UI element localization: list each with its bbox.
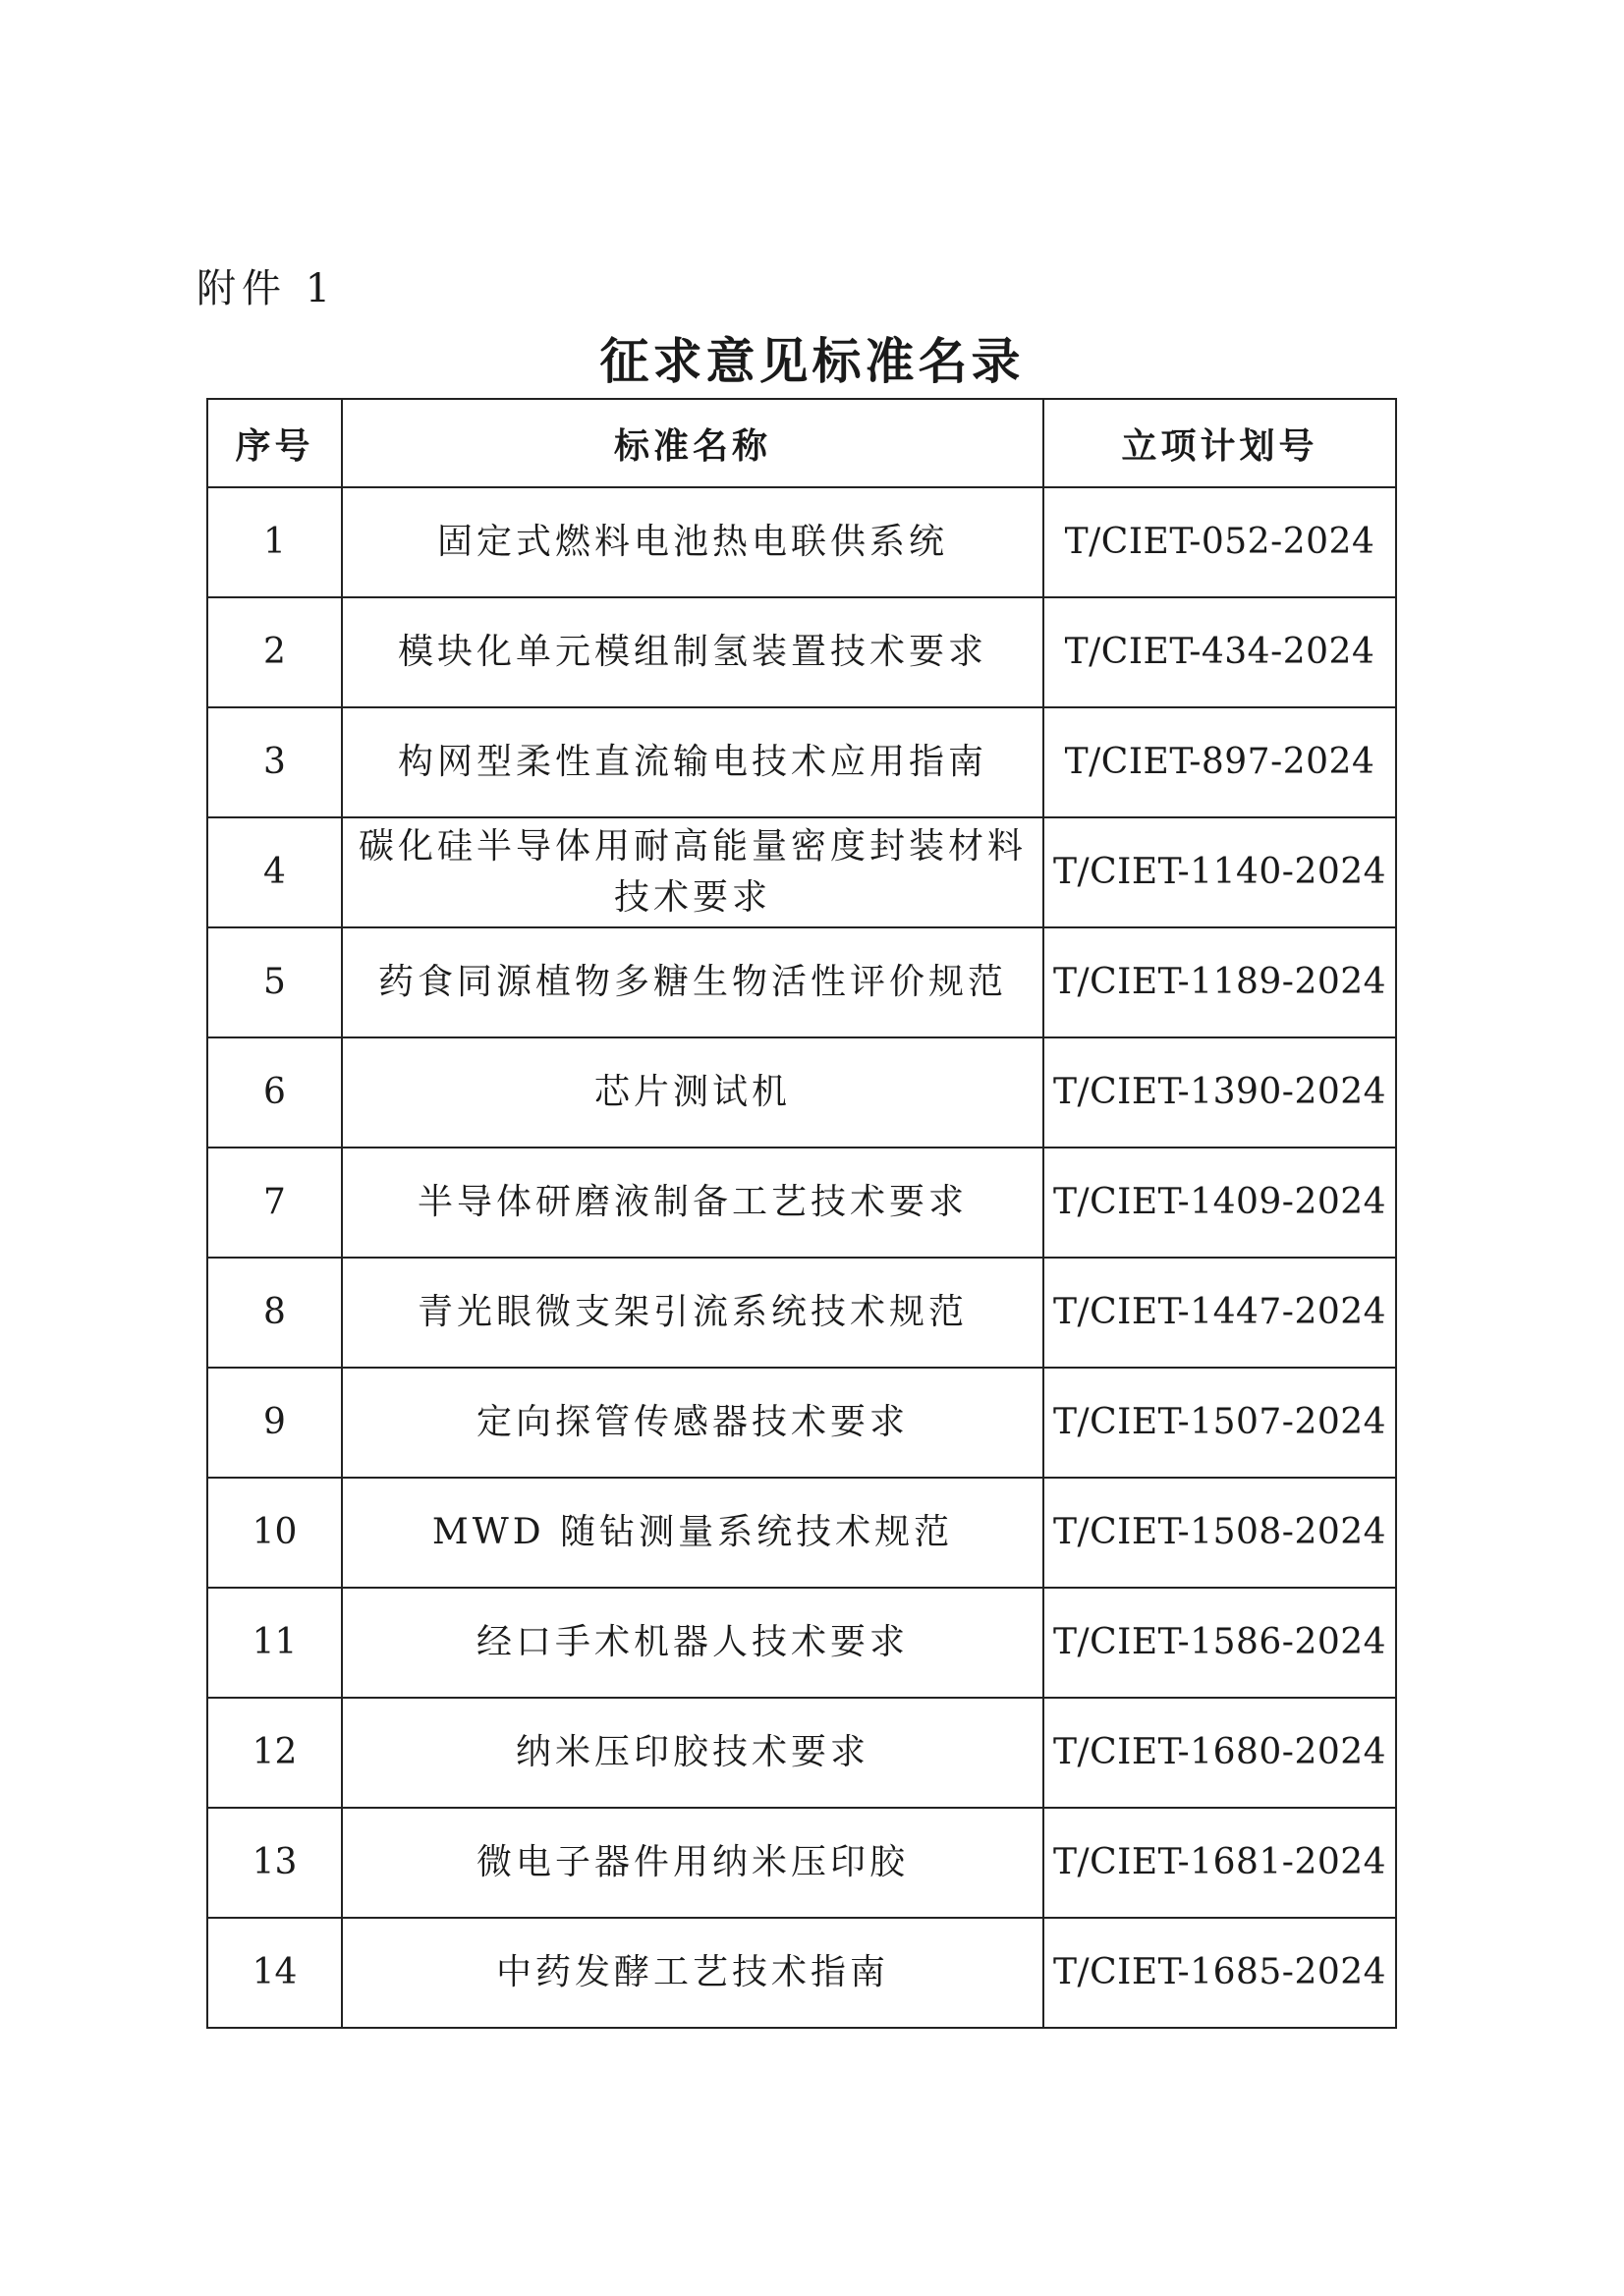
- row-number: 4: [207, 817, 342, 927]
- standard-name: 半导体研磨液制备工艺技术要求: [342, 1148, 1043, 1258]
- row-number: 3: [207, 707, 342, 817]
- row-number: 1: [207, 487, 342, 597]
- table-row: [207, 1037, 1396, 1148]
- table-header-row: [207, 399, 1396, 487]
- table-row: [207, 1918, 1396, 2028]
- plan-code: T/CIET-1586-2024: [1043, 1588, 1396, 1698]
- table-row: [207, 1148, 1396, 1258]
- plan-code: T/CIET-434-2024: [1043, 597, 1396, 707]
- plan-code: T/CIET-1680-2024: [1043, 1698, 1396, 1808]
- plan-code: T/CIET-1681-2024: [1043, 1808, 1396, 1918]
- table-row: [207, 1368, 1396, 1478]
- standard-name: 模块化单元模组制氢装置技术要求: [342, 597, 1043, 707]
- standard-name: 青光眼微支架引流系统技术规范: [342, 1258, 1043, 1368]
- table-row: [207, 1588, 1396, 1698]
- standard-name: 经口手术机器人技术要求: [342, 1588, 1043, 1698]
- row-number: 14: [207, 1918, 342, 2028]
- table-row: [207, 1258, 1396, 1368]
- plan-code: T/CIET-1508-2024: [1043, 1478, 1396, 1588]
- row-number: 9: [207, 1368, 342, 1478]
- table-row: [207, 817, 1396, 927]
- standard-name: 中药发酵工艺技术指南: [342, 1918, 1043, 2028]
- row-number: 7: [207, 1148, 342, 1258]
- plan-code: T/CIET-1507-2024: [1043, 1368, 1396, 1478]
- standard-name: 纳米压印胶技术要求: [342, 1698, 1043, 1808]
- standard-name: 固定式燃料电池热电联供系统: [342, 487, 1043, 597]
- standard-name: 构网型柔性直流输电技术应用指南: [342, 707, 1043, 817]
- table-row: [207, 707, 1396, 817]
- plan-code: T/CIET-1685-2024: [1043, 1918, 1396, 2028]
- table-row: [207, 1478, 1396, 1588]
- table-row: [207, 927, 1396, 1037]
- plan-code: T/CIET-1447-2024: [1043, 1258, 1396, 1368]
- attachment-label: 附件 1: [196, 266, 337, 311]
- plan-code: T/CIET-1390-2024: [1043, 1037, 1396, 1148]
- column-header-name: 标准名称: [342, 399, 1043, 487]
- standards-table: [206, 398, 1397, 2029]
- table-row: [207, 1698, 1396, 1808]
- row-number: 2: [207, 597, 342, 707]
- row-number: 8: [207, 1258, 342, 1368]
- plan-code: T/CIET-1189-2024: [1043, 927, 1396, 1037]
- plan-code: T/CIET-1409-2024: [1043, 1148, 1396, 1258]
- plan-code: T/CIET-052-2024: [1043, 487, 1396, 597]
- row-number: 6: [207, 1037, 342, 1148]
- standard-name: 微电子器件用纳米压印胶: [342, 1808, 1043, 1918]
- standard-name: 药食同源植物多糖生物活性评价规范: [342, 927, 1043, 1037]
- plan-code: T/CIET-1140-2024: [1043, 817, 1396, 927]
- table-row: [207, 1808, 1396, 1918]
- row-number: 11: [207, 1588, 342, 1698]
- standard-name: 定向探管传感器技术要求: [342, 1368, 1043, 1478]
- column-header-no: 序号: [207, 399, 342, 487]
- plan-code: T/CIET-897-2024: [1043, 707, 1396, 817]
- standard-name: 碳化硅半导体用耐高能量密度封装材料技术要求: [342, 817, 1043, 927]
- row-number: 5: [207, 927, 342, 1037]
- standard-name: MWD 随钻测量系统技术规范: [342, 1478, 1043, 1588]
- column-header-code: 立项计划号: [1043, 399, 1396, 487]
- row-number: 12: [207, 1698, 342, 1808]
- row-number: 10: [207, 1478, 342, 1588]
- standard-name: 芯片测试机: [342, 1037, 1043, 1148]
- row-number: 13: [207, 1808, 342, 1918]
- table-row: [207, 597, 1396, 707]
- page-title: 征求意见标准名录: [599, 332, 1025, 390]
- table-row: [207, 487, 1396, 597]
